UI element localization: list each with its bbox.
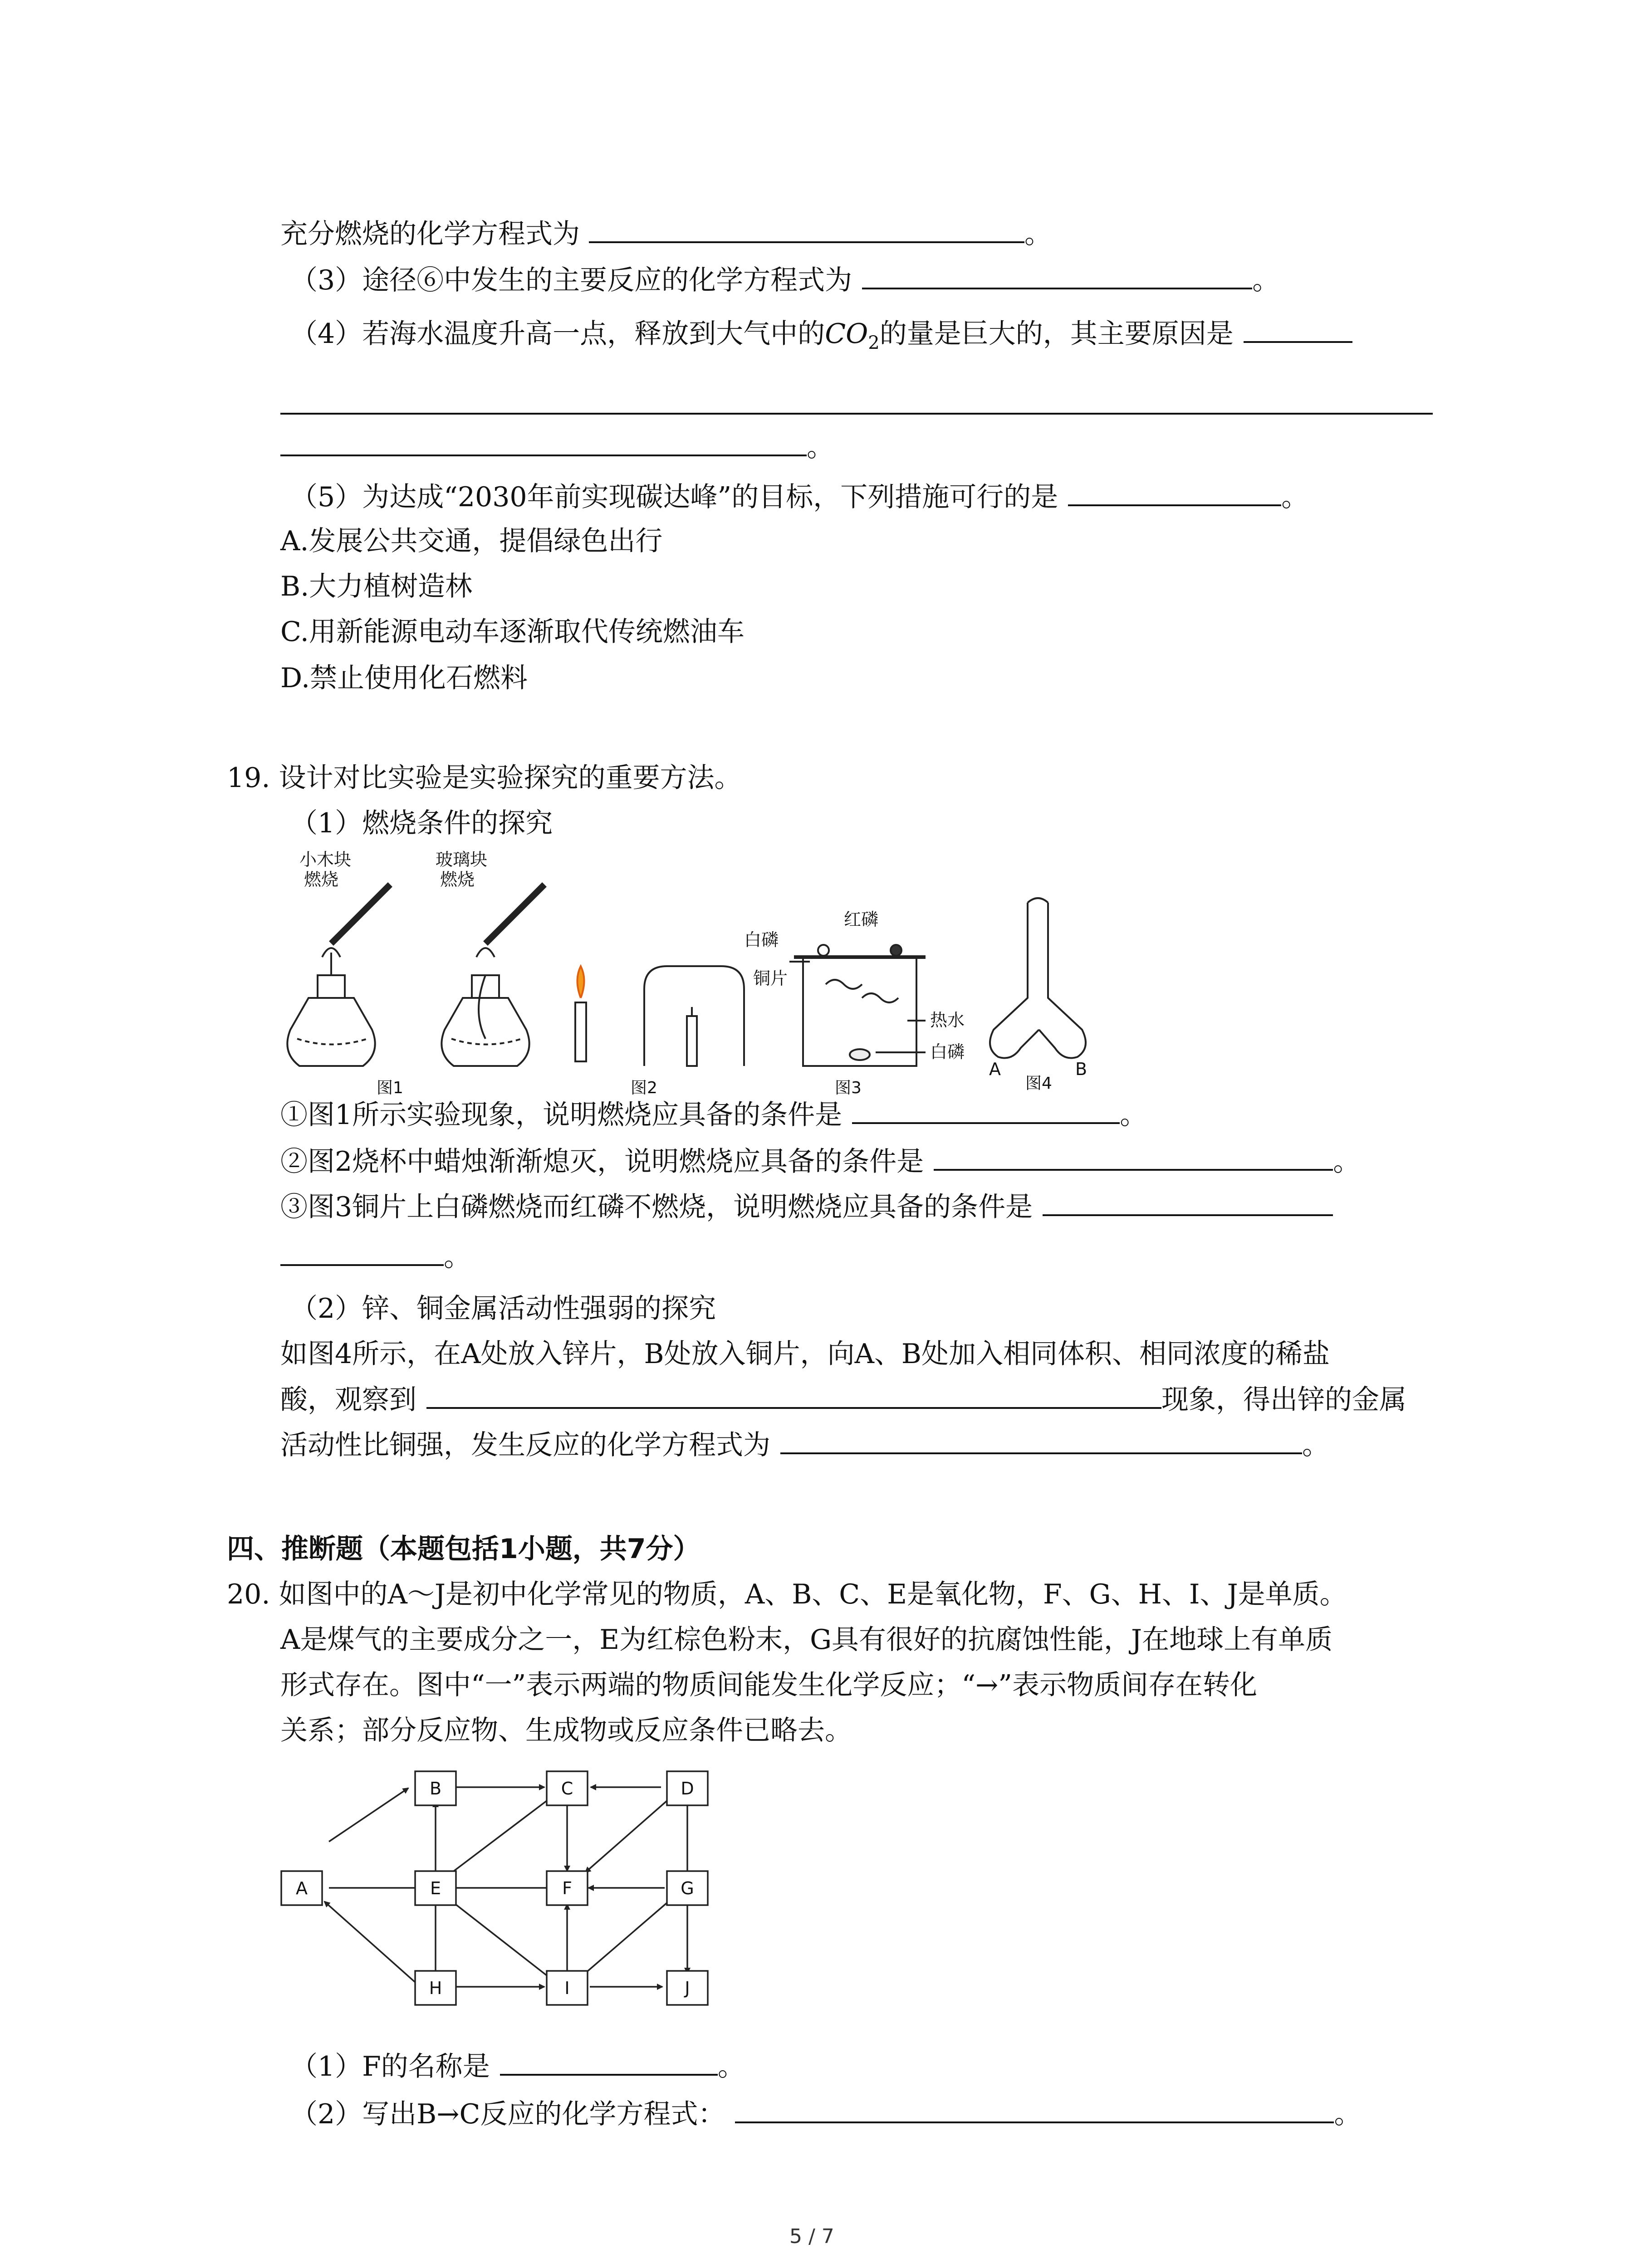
co2-subscript: 2 <box>868 332 880 353</box>
period: 。 <box>1281 481 1309 513</box>
q19-item2-text: ②图2烧杯中蜡烛渐渐熄灭，说明燃烧应具备的条件是 <box>280 1146 924 1178</box>
q19-item1 <box>280 1099 1147 1131</box>
period: 。 <box>717 2051 745 2082</box>
answer-blank[interactable] <box>500 2050 718 2076</box>
q19-part1-title: （1）燃烧条件的探究 <box>290 807 553 839</box>
q18-3 <box>290 264 1279 296</box>
q19-part2-line3 <box>280 1429 1329 1461</box>
figure-3 <box>789 945 926 1066</box>
answer-blank[interactable] <box>426 1383 1161 1409</box>
answer-blank[interactable] <box>1244 318 1352 343</box>
answer-blank[interactable] <box>280 431 807 456</box>
q18-line-complete-burn <box>280 218 1052 250</box>
fig3-copper: 铜片 <box>753 968 788 988</box>
figure-2 <box>575 966 744 1066</box>
q18-5 <box>290 481 1308 513</box>
q20-sub1-text: （1）F的名称是 <box>290 2051 490 2082</box>
answer-line[interactable] <box>280 413 1433 415</box>
period: 。 <box>1334 2098 1362 2130</box>
answer-blank[interactable] <box>589 218 1024 243</box>
q20-relation-diagram <box>272 1769 762 2050</box>
answer-blank[interactable] <box>280 1241 444 1266</box>
node-g: G <box>681 1878 694 1898</box>
section-4-heading: 四、推断题（本题包括1小题，共7分） <box>227 1533 700 1565</box>
fig3-red-p: 红磷 <box>844 909 879 929</box>
answer-blank[interactable] <box>852 1099 1120 1124</box>
fig4-b: B <box>1075 1059 1087 1079</box>
page-number: 5 / 7 <box>789 2225 834 2248</box>
figure-4 <box>990 898 1086 1058</box>
node-i: I <box>564 1978 570 1998</box>
answer-blank[interactable] <box>934 1145 1333 1171</box>
answer-blank[interactable] <box>1043 1191 1333 1216</box>
fig1-caption: 图1 <box>377 1079 403 1097</box>
period: 。 <box>1252 264 1280 296</box>
q19-item3-text: ③图3铜片上白磷燃烧而红磷不燃烧，说明燃烧应具备的条件是 <box>280 1191 1033 1223</box>
q19-part2-line2 <box>280 1383 1406 1416</box>
q19-item2 <box>280 1145 1360 1178</box>
q20-line3: 形式存在。图中“一”表示两端的物质间能发生化学反应；“→”表示物质间存在转化 <box>280 1669 1257 1701</box>
q20-line1: 20. 如图中的A～J是初中化学常见的物质，A、B、C、E是氧化物，F、G、H、I、J是单质。 <box>227 1579 1347 1610</box>
answer-blank[interactable] <box>862 264 1252 289</box>
node-f: F <box>562 1878 572 1898</box>
q19-part2-title: （2）锌、铜金属活动性强弱的探究 <box>290 1293 716 1325</box>
node-a: A <box>296 1878 308 1898</box>
option-b: B.大力植树造林 <box>280 571 473 602</box>
q19-part2-line3-text: 活动性比铜强，发生反应的化学方程式为 <box>280 1429 770 1461</box>
fig4-caption: 图4 <box>1025 1074 1052 1093</box>
q18-4 <box>290 318 1352 359</box>
q19-part2-line1: 如图4所示，在A处放入锌片，B处放入铜片，向A、B处加入相同体积、相同浓度的稀盐 <box>280 1338 1330 1370</box>
period: 。 <box>1333 1146 1361 1178</box>
fig3-caption: 图3 <box>835 1079 862 1097</box>
answer-blank[interactable] <box>780 1429 1302 1454</box>
q20-sub2 <box>290 2098 1361 2130</box>
q18-3-text: （3）途径⑥中发生的主要反应的化学方程式为 <box>290 264 852 296</box>
q18-4-text2: 的量是巨大的，其主要原因是 <box>879 318 1234 350</box>
answer-blank[interactable] <box>1068 481 1281 506</box>
q20-line2: A是煤气的主要成分之一，E为红棕色粉末，G具有很好的抗腐蚀性能，J在地球上有单质 <box>280 1624 1333 1656</box>
node-j: J <box>685 1978 690 1998</box>
period: 。 <box>807 431 834 463</box>
q20-line4: 关系；部分反应物、生成物或反应条件已略去。 <box>280 1715 852 1746</box>
option-c: C.用新能源电动车逐渐取代传统燃油车 <box>280 616 745 648</box>
node-e: E <box>430 1878 441 1898</box>
fig1-label-wood-burn: 燃烧 <box>304 870 339 890</box>
co2-formula: CO <box>825 318 868 350</box>
answer-blank[interactable] <box>735 2098 1334 2123</box>
figure-1 <box>287 885 544 1066</box>
diagram-edges <box>324 1787 687 1987</box>
q18-4-text: （4）若海水温度升高一点，释放到大气中的 <box>290 318 825 350</box>
node-b: B <box>429 1779 442 1799</box>
fig1-label-wood: 小木块 <box>299 850 352 870</box>
period: 。 <box>444 1241 471 1273</box>
fig1-label-glass-burn: 燃烧 <box>440 870 475 890</box>
period: 。 <box>1120 1099 1147 1131</box>
q20-sub1 <box>290 2050 745 2082</box>
option-d: D.禁止使用化石燃料 <box>280 662 528 694</box>
fig2-caption: 图2 <box>631 1079 657 1097</box>
period: 。 <box>1302 1429 1329 1461</box>
q19-item1-text: ①图1所示实验现象，说明燃烧应具备的条件是 <box>280 1099 843 1131</box>
q18-4-line3 <box>280 431 834 463</box>
q19-item3 <box>280 1191 1333 1223</box>
fig1-label-glass: 玻璃块 <box>436 850 488 870</box>
fig3-white-p2: 白磷 <box>930 1042 965 1062</box>
fig4-a: A <box>989 1059 1001 1079</box>
q19-part2-line2-suffix: 现象，得出锌的金属 <box>1161 1384 1406 1416</box>
q19-part2-line2-text: 酸，观察到 <box>280 1384 416 1416</box>
fig3-white-p: 白磷 <box>744 930 779 950</box>
q18-text: 充分燃烧的化学方程式为 <box>280 218 580 250</box>
q19-item3-cont <box>280 1241 471 1273</box>
period: 。 <box>1024 218 1052 250</box>
node-c: C <box>561 1779 573 1799</box>
q18-5-text: （5）为达成“2030年前实现碳达峰”的目标，下列措施可行的是 <box>290 481 1058 513</box>
option-a: A.发展公共交通，提倡绿色出行 <box>280 525 663 557</box>
q19-figures <box>272 848 1134 1102</box>
node-d: D <box>681 1779 694 1799</box>
fig3-hot-water: 热水 <box>930 1010 965 1030</box>
q20-sub2-text: （2）写出B→C反应的化学方程式： <box>290 2098 725 2130</box>
q19-intro: 19. 设计对比实验是实验探究的重要方法。 <box>227 762 742 794</box>
node-h: H <box>429 1978 442 1998</box>
